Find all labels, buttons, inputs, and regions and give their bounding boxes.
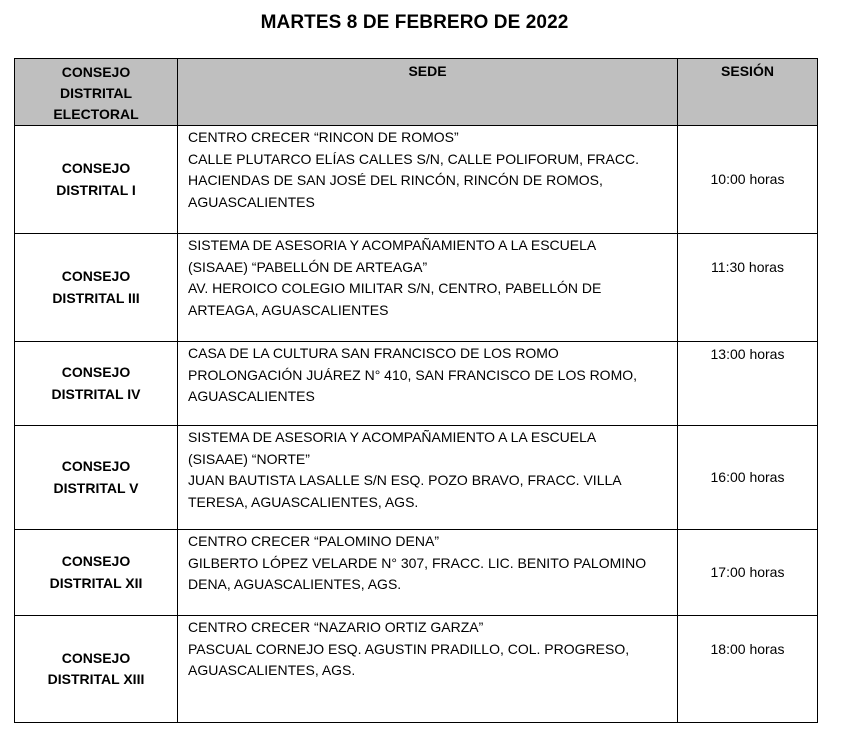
header-council-line: ELECTORAL bbox=[53, 106, 139, 122]
sede-line: ARTEAGA, AGUASCALIENTES bbox=[188, 301, 389, 318]
header-council-line: DISTRITAL bbox=[59, 85, 133, 101]
sede-line: AV. HEROICO COLEGIO MILITAR S/N, CENTRO, PABELLÓN DE bbox=[188, 280, 602, 296]
sede-line: AGUASCALIENTES bbox=[188, 193, 315, 210]
sede-line: (SISAAE) “PABELLÓN DE ARTEAGA” bbox=[188, 258, 428, 275]
sede-line: CENTRO CRECER “RINCON DE ROMOS” bbox=[188, 129, 459, 145]
table-row bbox=[15, 616, 818, 723]
sede-line: (SISAAE) “NORTE” bbox=[188, 450, 310, 467]
column-header-sesion: SESIÓN bbox=[678, 59, 818, 126]
council-line: CONSEJO bbox=[61, 160, 131, 176]
sede-line: CENTRO CRECER “NAZARIO ORTIZ GARZA” bbox=[188, 619, 484, 635]
sede-cell bbox=[178, 126, 678, 234]
council-line: DISTRITAL XII bbox=[49, 574, 143, 591]
sede-cell bbox=[178, 426, 678, 530]
table-row bbox=[15, 234, 818, 342]
header-row bbox=[15, 59, 818, 126]
council-cell bbox=[15, 616, 178, 723]
sede-line: JUAN BAUTISTA LASALLE S/N ESQ. POZO BRAVO, FRACC. VILLA bbox=[188, 472, 622, 488]
council-line: DISTRITAL XIII bbox=[47, 671, 145, 687]
council-cell bbox=[15, 530, 178, 616]
sede-line: PROLONGACIÓN JUÁREZ N° 410, SAN FRANCISCO DE LOS ROMO, bbox=[188, 366, 638, 383]
page-title: MARTES 8 DE FEBRERO DE 2022 bbox=[260, 12, 569, 33]
council-line: DISTRITAL IV bbox=[51, 385, 141, 402]
council-line: CONSEJO bbox=[61, 553, 131, 569]
table-row bbox=[15, 342, 818, 426]
council-line: CONSEJO bbox=[61, 268, 131, 284]
council-line: CONSEJO bbox=[61, 364, 131, 380]
sesion-cell: 10:00 horas bbox=[678, 126, 818, 234]
sede-cell bbox=[178, 530, 678, 616]
sede-cell bbox=[178, 342, 678, 426]
council-line: DISTRITAL III bbox=[52, 289, 140, 306]
council-line: DISTRITAL V bbox=[53, 479, 139, 496]
sesion-cell: 13:00 horas bbox=[678, 342, 818, 426]
sesion-cell: 17:00 horas bbox=[678, 530, 818, 616]
sede-line: DENA, AGUASCALIENTES, AGS. bbox=[188, 576, 402, 592]
sede-line: GILBERTO LÓPEZ VELARDE N° 307, FRACC. LIC. BENITO PALOMINO bbox=[188, 554, 647, 571]
sede-cell bbox=[178, 616, 678, 723]
sede-line: PASCUAL CORNEJO ESQ. AGUSTIN PRADILLO, COL. PROGRESO, bbox=[188, 640, 630, 657]
sede-line: HACIENDAS DE SAN JOSÉ DEL RINCÓN, RINCÓN DE ROMOS, bbox=[188, 172, 603, 188]
council-cell bbox=[15, 342, 178, 426]
column-header-council bbox=[15, 59, 178, 126]
sede-line: SISTEMA DE ASESORIA Y ACOMPAÑAMIENTO A LA ESCUELA bbox=[188, 237, 597, 253]
council-line: CONSEJO bbox=[61, 649, 131, 666]
sesion-cell: 18:00 horas bbox=[678, 616, 818, 723]
sede-line: TERESA, AGUASCALIENTES, AGS. bbox=[188, 493, 419, 510]
sede-line: CALLE PLUTARCO ELÍAS CALLES S/N, CALLE POLIFORUM, FRACC. bbox=[188, 150, 639, 167]
schedule-table bbox=[14, 58, 818, 723]
header-council-line: CONSEJO bbox=[61, 64, 131, 80]
council-cell bbox=[15, 126, 178, 234]
sede-line: SISTEMA DE ASESORIA Y ACOMPAÑAMIENTO A LA ESCUELA bbox=[188, 429, 597, 445]
sede-line: CENTRO CRECER “PALOMINO DENA” bbox=[188, 533, 439, 549]
sede-cell bbox=[178, 234, 678, 342]
table-row bbox=[15, 126, 818, 234]
council-cell bbox=[15, 234, 178, 342]
sede-line: AGUASCALIENTES bbox=[188, 388, 315, 404]
table-row bbox=[15, 426, 818, 530]
council-line: DISTRITAL I bbox=[56, 181, 136, 198]
sede-line: AGUASCALIENTES, AGS. bbox=[188, 662, 356, 678]
council-line: CONSEJO bbox=[61, 458, 131, 474]
sesion-cell: 16:00 horas bbox=[678, 426, 818, 530]
table-row bbox=[15, 530, 818, 616]
column-header-sede: SEDE bbox=[178, 59, 678, 126]
sede-line: CASA DE LA CULTURA SAN FRANCISCO DE LOS ROMO bbox=[188, 345, 559, 361]
council-cell bbox=[15, 426, 178, 530]
sesion-cell: 11:30 horas bbox=[678, 234, 818, 342]
